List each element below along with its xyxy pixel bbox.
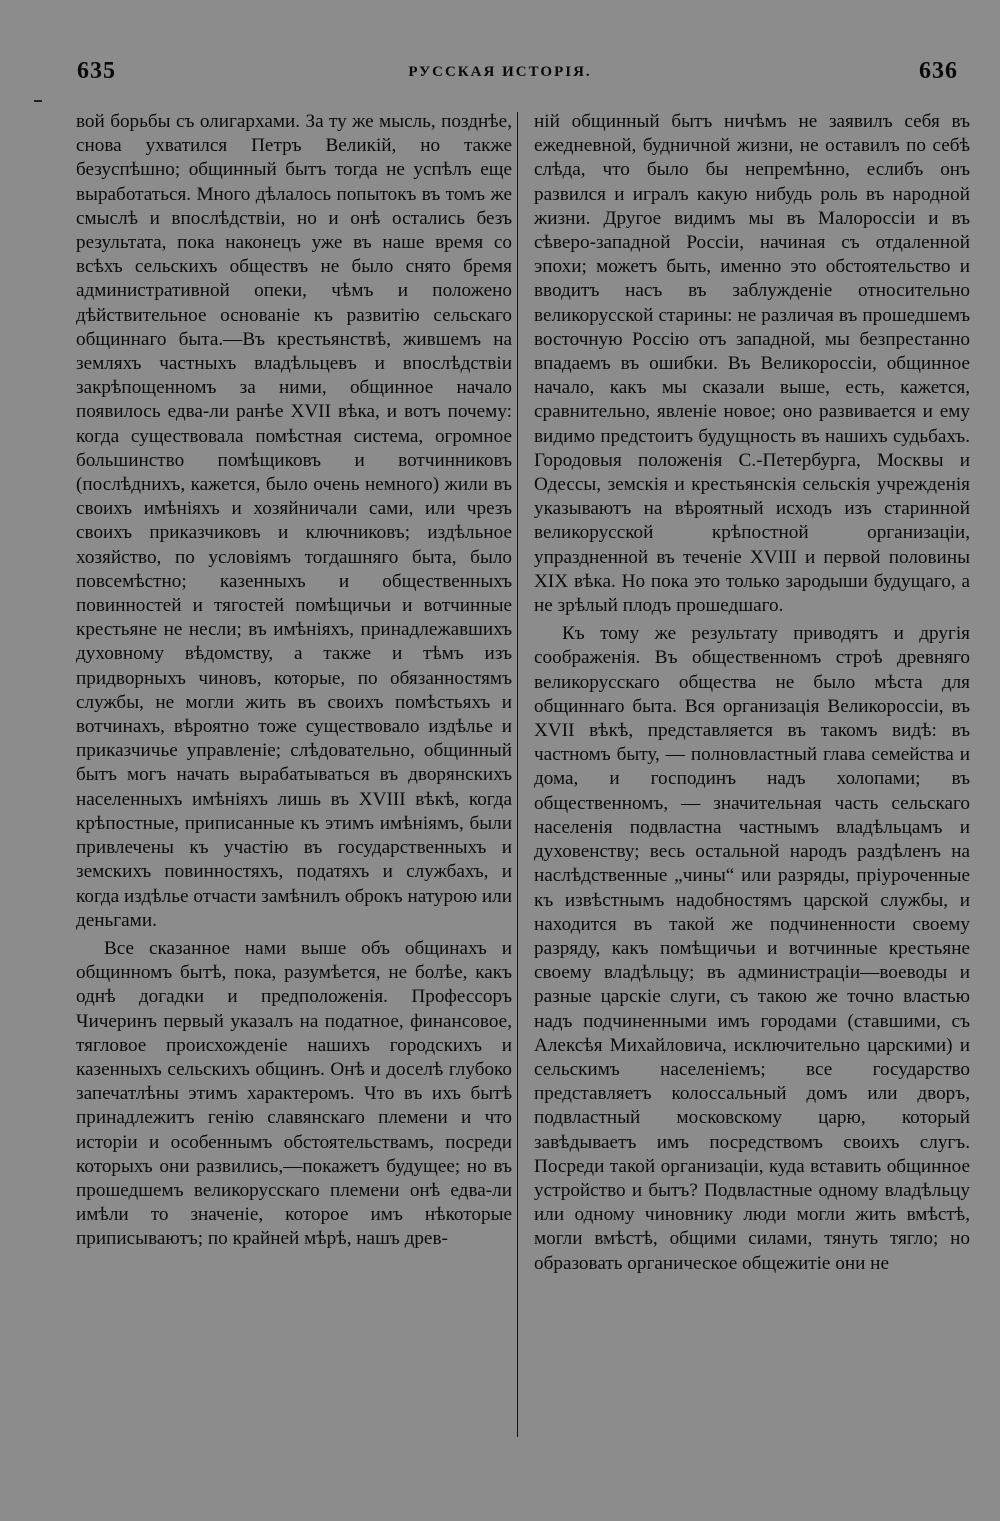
page-number-left: 635	[77, 58, 116, 84]
right-column	[534, 110, 970, 1276]
page-header	[0, 56, 1000, 92]
left-column	[76, 110, 512, 1252]
page-number-right: 636	[919, 58, 958, 84]
right-paragraph-2: Къ тому же результату приводятъ и другія соображенія. Въ общественномъ строѣ древняго великорусскаго общества не было мѣста для общиннаго быта. Вся организація Великороссіи, въ XVII вѣкѣ, представляется въ такомъ видѣ: въ частномъ быту, — полновластный глава семейства и дома, и господинъ надъ холопами; въ общественномъ, — значительная часть сельскаго населенія подвластна частнымъ владѣльцамъ и духовенству; весь остальной народъ раздѣленъ на наслѣдственные „чины“ или разряды, пріуроченные къ извѣстнымъ надобностямъ царской службы, и находится въ такой же подчиненности своему разряду, какъ помѣщичьи и вотчинные крестьяне своему владѣльцу; въ администраціи—воеводы и разные царскіе слуги, съ такою же точно властью надъ подчиненными имъ городами (ставшими, съ Алексѣя Михайловича, исключительно царскими) и сельскимъ населеніемъ; все государство представляетъ колоссальный домъ или дворъ, подвластный московскому царю, который завѣдываетъ имъ посредствомъ своихъ слугъ. Посреди такой организаціи, куда вставить общинное устройство и бытъ? Подвластные одному владѣльцу или одному чиновнику люди могли жить вмѣстѣ, могли вмѣстѣ, общими силами, тянуть тягло; но образовать органическое общежитіе они не	[534, 623, 970, 1274]
left-paragraph-2: Все сказанное нами выше объ общинахъ и общинномъ бытѣ, пока, разумѣется, не болѣе, какъ однѣ догадки и предположенія. Профессоръ Чичеринъ первый указалъ на податное, финансовое, тягловое происхожденіе нашихъ городскихъ и казенныхъ сельскихъ общинъ. Онѣ и доселѣ глубоко запечатлѣны этимъ характеромъ. Что въ ихъ бытѣ принадлежитъ генію славянскаго племени и что исторіи и особеннымъ обстоятельствамъ, посреди которыхъ они развились,—покажетъ будущее; но въ прошедшемъ великорусскаго племени онѣ едва-ли имѣли то значеніе, которое имъ нѣкоторые приписываютъ; по крайней мѣрѣ, нашъ древ-	[76, 937, 512, 1250]
running-title: РУССКАЯ ИСТОРІЯ.	[408, 64, 592, 80]
left-paragraph-1: вой борьбы съ олигархами. За ту же мысль, позднѣе, снова ухватился Петръ Великій, но также безуспѣшно; общинный бытъ тогда не успѣлъ еще выработаться. Много дѣлалось попытокъ въ томъ же смыслѣ и впослѣдствіи, но и онѣ остались безъ результата, пока наконецъ уже въ наше время со всѣхъ сельскихъ обществъ не было снято бремя административной опеки, чѣмъ и положено дѣйствительное основаніе къ развитію сельскаго общиннаго быта.—Въ крестьянствѣ, жившемъ на земляхъ частныхъ владѣльцевъ и впослѣдствіи закрѣпощенномъ за ними, общинное начало появилось едва-ли ранѣе XVII вѣка, и вотъ почему: когда существовала помѣстная система, огромное большинство помѣщиковъ и вотчинниковъ (послѣднихъ, кажется, было очень немного) жили въ своихъ имѣніяхъ и хозяйничали сами, или чрезъ своихъ приказчиковъ и ключниковъ; издѣльное хозяйство, по условіямъ тогдашняго быта, было повсемѣстно; казенныхъ и общественныхъ повинностей и тягостей помѣщичьи и вотчинные крестьяне не несли; въ имѣніяхъ, принадлежавшихъ духовному вѣдомству, а также и тѣмъ изъ придворныхъ чиновъ, которые, по обязанностямъ службы, не могли жить въ своихъ помѣстьяхъ и вотчинахъ, вѣроятно тоже существовало издѣлье и приказчичье управленіе; слѣдовательно, общинный бытъ могъ начать вырабатываться въ дворянскихъ населенныхъ имѣніяхъ лишь въ XVIII вѣкѣ, когда крѣпостные, приписанные къ этимъ имѣніямъ, были привлечены къ участію въ государственныхъ и земскихъ повинностяхъ, податяхъ и службахъ, и когда издѣлье отчасти замѣнилъ оброкъ натурою или деньгами.	[76, 111, 512, 931]
margin-mark	[34, 100, 42, 102]
right-paragraph-1: ній общинный бытъ ничѣмъ не заявилъ себя въ ежедневной, будничной жизни, не оставилъ по себѣ слѣда, что было бы непремѣнно, еслибъ онъ развился и игралъ какую нибудь роль въ народной жизни. Другое видимъ мы въ Малороссіи и въ сѣверо-западной Россіи, начиная съ отдаленной эпохи; можетъ быть, именно это обстоятельство и вводитъ насъ въ заблужденіе относительно великорусской старины: не различая въ прошедшемъ восточную Россію отъ западной, мы безпрестанно впадаемъ въ ошибки. Въ Великороссіи, общинное начало, какъ мы сказали выше, есть, кажется, сравнительно, явленіе новое; оно развивается и ему видимо предстоитъ будущность въ нашихъ судьбахъ. Городовыя положенія С.-Петербурга, Москвы и Одессы, земскія и крестьянскія сельскія учрежденія указываютъ на вѣроятный исходъ изъ старинной великорусской крѣпостной организаціи, упраздненной въ теченіе XVIII и первой половины XIX вѣка. Но пока это только зародыши будущаго, а не зрѣлый плодъ прошедшаго.	[534, 111, 970, 617]
column-divider	[517, 112, 518, 1437]
